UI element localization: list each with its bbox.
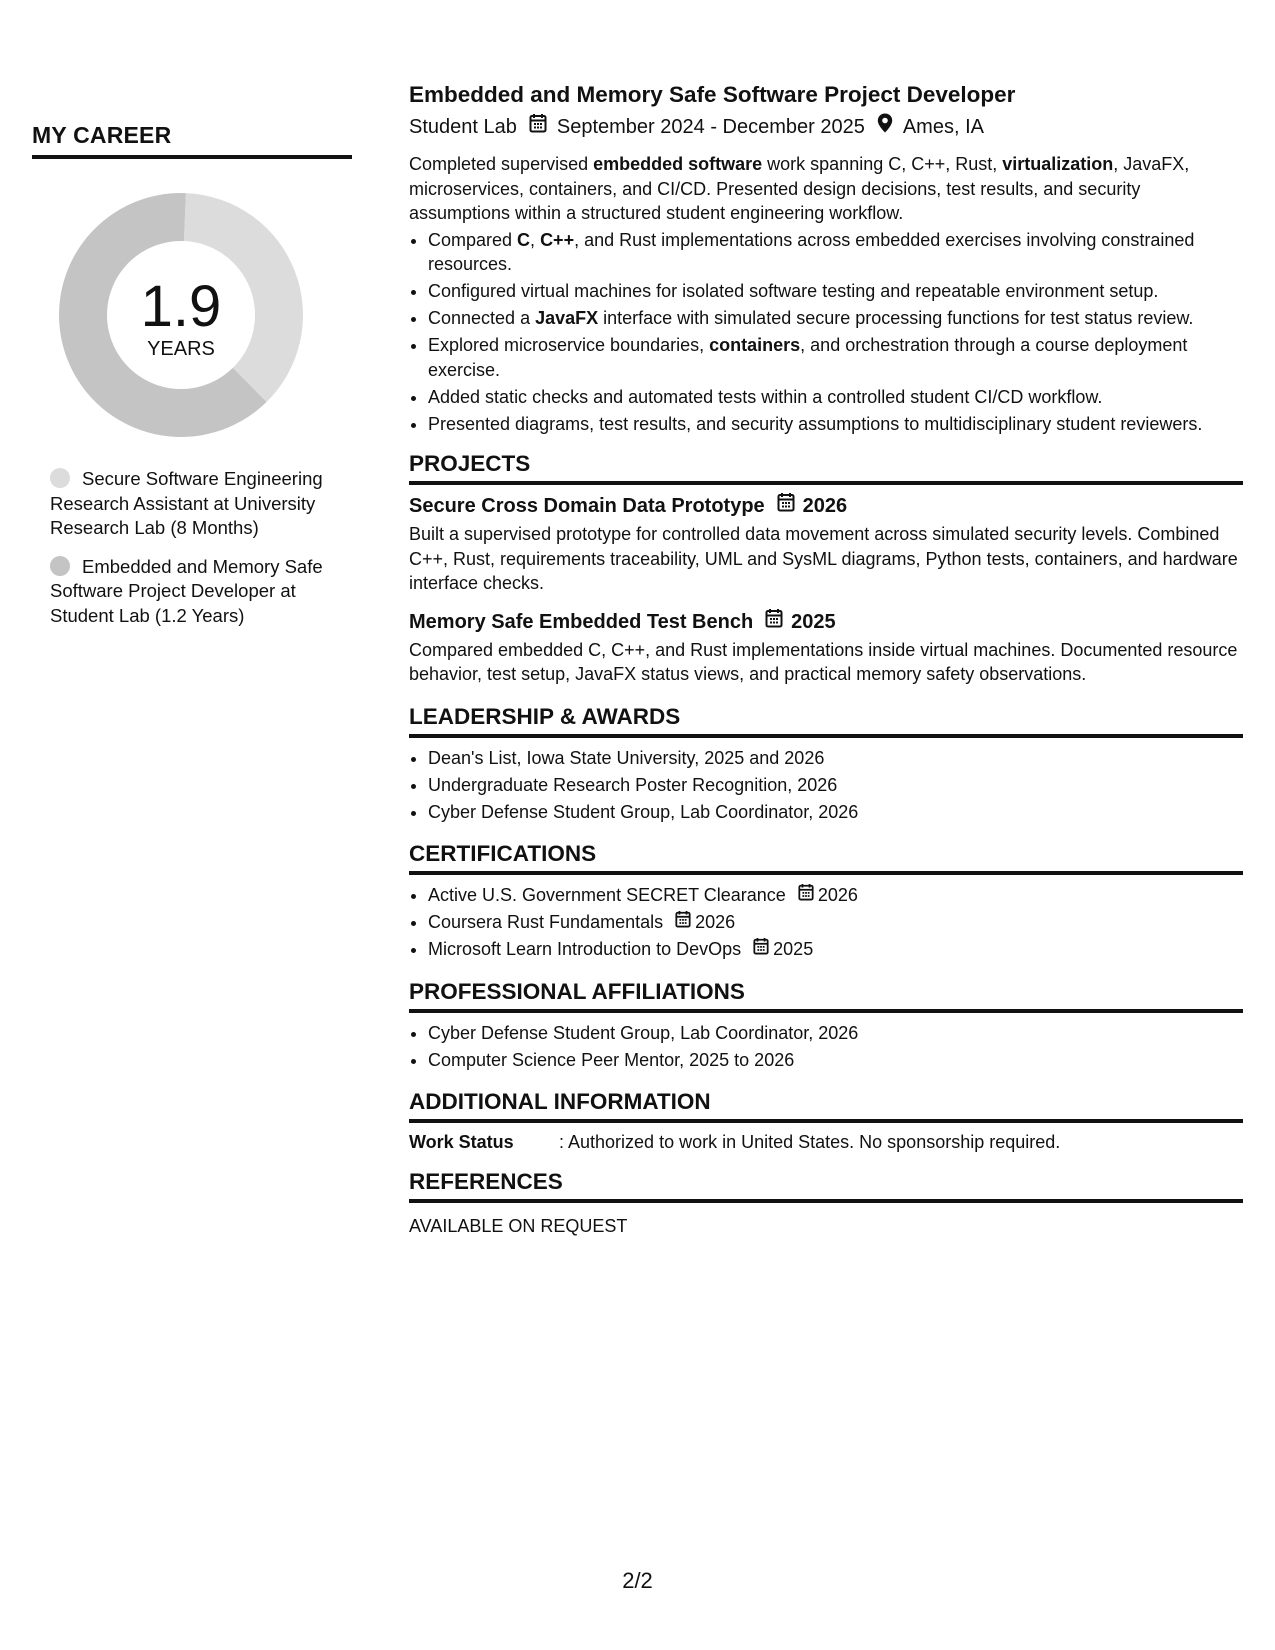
certification-item [428, 937, 1243, 962]
certification-year: 2026 [695, 912, 736, 932]
donut-center [56, 190, 306, 361]
project-title-row [409, 608, 1243, 636]
job-bullet: • Compared C, C++, and Rust implementations across embedded exercises involving constrained resources. [428, 228, 1243, 277]
certification-name: • Microsoft Learn Introduction to DevOps [428, 939, 742, 959]
certifications-heading: CERTIFICATIONS [409, 840, 1243, 875]
list-item: • Cyber Defense Student Group, Lab Coordinator, 2026 [428, 800, 1243, 825]
calendar-icon [753, 937, 769, 962]
calendar-icon [777, 492, 795, 520]
job-bullet: • Presented diagrams, test results, and security assumptions to multidisciplinary student reviewers. [428, 412, 1243, 437]
legend-item [32, 555, 350, 629]
calendar-icon [675, 910, 691, 935]
certifications-list [409, 883, 1243, 962]
project-title: Secure Cross Domain Data Prototype [409, 495, 765, 517]
main-content [409, 80, 1243, 1238]
certification-year: 2026 [817, 885, 858, 905]
project-item [409, 608, 1243, 687]
work-status-value: : Authorized to work in United States. No sponsorship required. [559, 1132, 1061, 1152]
location-pin-icon [877, 112, 893, 142]
list-item: • Undergraduate Research Poster Recognition, 2026 [428, 773, 1243, 798]
project-description: Built a supervised prototype for controlled data movement across simulated security levels. Combined C++, Rust, requirements traceability, UML and SysML diagrams, Python tests, containers, and hardware interface checks. [409, 524, 1238, 593]
references-text: AVAILABLE ON REQUEST [409, 1216, 628, 1236]
legend-dot [50, 468, 70, 488]
certification-year: 2025 [773, 939, 814, 959]
career-sidebar [32, 122, 352, 642]
job-bullet: • Explored microservice boundaries, containers, and orchestration through a course deployment exercise. [428, 333, 1243, 382]
list-item: • Computer Science Peer Mentor, 2025 to 2026 [428, 1048, 1243, 1073]
project-description: Compared embedded C, C++, and Rust implementations inside virtual machines. Documented resource behavior, test setup, JavaFX status views, and practical memory safety observations. [409, 639, 1238, 684]
work-status-label: Work Status [409, 1132, 514, 1152]
calendar-icon [529, 112, 547, 142]
legend-item [32, 467, 350, 541]
job-location: Ames, IA [902, 116, 984, 138]
certification-item [428, 883, 1243, 908]
affiliations-heading: PROFESSIONAL AFFILIATIONS [409, 978, 1243, 1013]
leadership-list [409, 746, 1243, 825]
career-years-unit: YEARS [147, 338, 215, 360]
job-meta [409, 112, 1243, 142]
job-bullet: • Added static checks and automated tests within a controlled student CI/CD workflow. [428, 385, 1243, 410]
legend-dot [50, 556, 70, 576]
page-number: 2/2 [622, 1568, 653, 1593]
work-status-row [409, 1130, 1243, 1154]
leadership-heading: LEADERSHIP & AWARDS [409, 703, 1243, 738]
job-title: Embedded and Memory Safe Software Project Developer [409, 82, 1016, 107]
career-legend [32, 467, 352, 628]
certification-name: • Coursera Rust Fundamentals [428, 912, 664, 932]
list-item: • Cyber Defense Student Group, Lab Coordinator, 2026 [428, 1021, 1243, 1046]
project-item [409, 492, 1243, 596]
job-dates: September 2024 - December 2025 [556, 116, 865, 138]
project-title: Memory Safe Embedded Test Bench [409, 610, 754, 633]
career-years-value: 1.9 [140, 274, 222, 339]
projects-heading: PROJECTS [409, 450, 1243, 485]
project-title-row [409, 492, 1243, 520]
certification-name: • Active U.S. Government SECRET Clearance [428, 885, 786, 905]
affiliations-list [409, 1021, 1243, 1073]
project-year: 2026 [802, 495, 848, 517]
job-bullet: • Connected a JavaFX interface with simulated secure processing functions for test status review. [428, 306, 1243, 331]
legend-text: Secure Software Engineering Research Assistant at University Research Lab (8 Months) [50, 468, 323, 538]
job-bullets [409, 228, 1243, 437]
job-company: Student Lab [409, 116, 517, 138]
career-heading: MY CAREER [32, 122, 352, 159]
references-heading: REFERENCES [409, 1168, 1243, 1203]
job-summary: Completed supervised embedded software work spanning C, C++, Rust, virtualization, JavaFX, microservices, containers, and CI/CD. Presented design decisions, test results, and security assumptions within a structured student engineering workflow. [409, 154, 1190, 223]
additional-info-heading: ADDITIONAL INFORMATION [409, 1088, 1243, 1123]
project-year: 2025 [791, 610, 836, 633]
calendar-icon [765, 608, 783, 636]
calendar-icon [798, 883, 814, 908]
legend-text: Embedded and Memory Safe Software Project Developer at Student Lab (1.2 Years) [50, 555, 323, 626]
certification-item [428, 910, 1243, 935]
job-bullet: • Configured virtual machines for isolated software testing and repeatable environment setup. [428, 279, 1243, 304]
list-item: • Dean's List, Iowa State University, 2025 and 2026 [428, 746, 1243, 771]
career-donut-chart [56, 190, 306, 440]
